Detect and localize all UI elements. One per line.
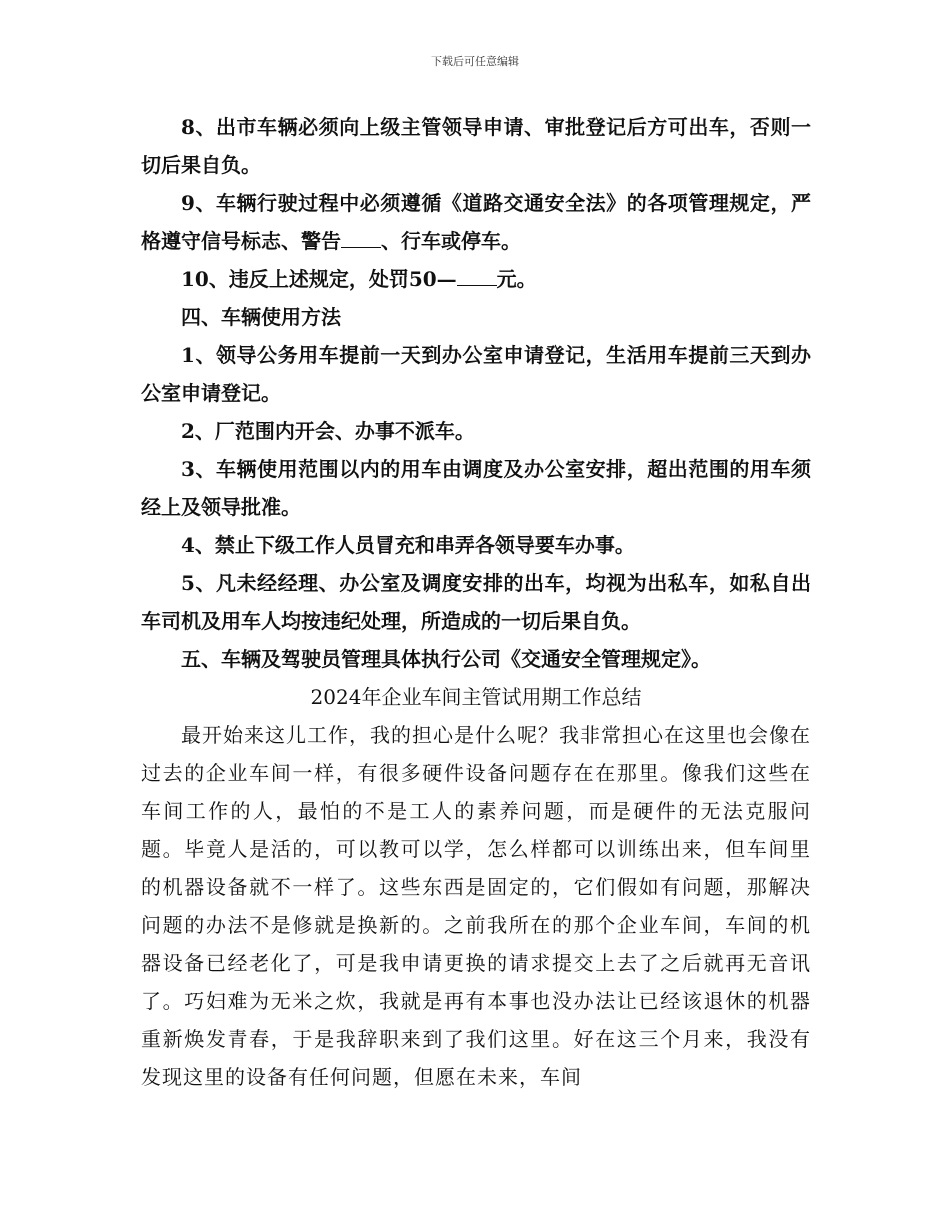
section-4-item-4: 4、禁止下级工作人员冒充和串弄各领导要车办事。	[181, 533, 635, 557]
section-4-item-1: 1、领导公务用车提前一天到办公室申请登记，生活用车提前三天到办公室申请登记。	[141, 343, 811, 405]
rule-9-text-a: 9、车辆行驶过程中必须遵循《道路交通安全法》的各项管理规定，严格遵守信号标志、警告	[141, 191, 811, 253]
rule-9-text-b: 、行车或停车。	[381, 229, 521, 253]
rule-8-text: 8、出市车辆必须向上级主管领导申请、审批登记后方可出车，否则一切后果自负。	[141, 115, 811, 177]
article-title: 2024年企业车间主管试用期工作总结	[310, 685, 642, 709]
section-5: 五、车辆及驾驶员管理具体执行公司《交通安全管理规定》。	[181, 647, 711, 671]
page-header: 下载后可任意编辑	[431, 55, 519, 68]
section-4-item-3: 3、车辆使用范围以内的用车由调度及办公室安排，超出范围的用车须经上及领导批准。	[141, 457, 811, 519]
section-4-item-5: 5、凡未经经理、办公室及调度安排的出车，均视为出私车，如私自出车司机及用车人均按违纪处理，所造成的一切后果自负。	[141, 571, 811, 633]
rule-10	[141, 260, 811, 298]
fill-in-blank	[341, 229, 381, 248]
section-4-heading: 四、车辆使用方法	[181, 305, 341, 329]
section-4-item-2: 2、厂范围内开会、办事不派车。	[181, 419, 475, 443]
rule-10-text-a: 10、违反上述规定，处罚50—	[181, 267, 457, 291]
document-content	[141, 108, 811, 1096]
rule-10-text-b: 元。	[496, 267, 537, 291]
rule-8	[141, 108, 811, 184]
fill-in-blank	[457, 267, 497, 286]
rule-9	[141, 184, 811, 260]
article-body: 最开始来这儿工作，我的担心是什么呢？我非常担心在这里也会像在过去的企业车间一样，有很多硬件设备问题存在在那里。像我们这些在车间工作的人，最怕的不是工人的素养问题，而是硬件的无法克服问题。毕竟人是活的，可以教可以学，怎么样都可以训练出来，但车间里的机器设备就不一样了。这些东西是固定的，它们假如有问题，那解决问题的办法不是修就是换新的。之前我所在的那个企业车间，车间的机器设备已经老化了，可是我申请更换的请求提交上去了之后就再无音讯了。巧妇难为无米之炊，我就是再有本事也没办法让已经该退休的机器重新焕发青春，于是我辞职来到了我们这里。好在这三个月来，我没有发现这里的设备有任何问题，但愿在未来，车间	[141, 723, 811, 1089]
